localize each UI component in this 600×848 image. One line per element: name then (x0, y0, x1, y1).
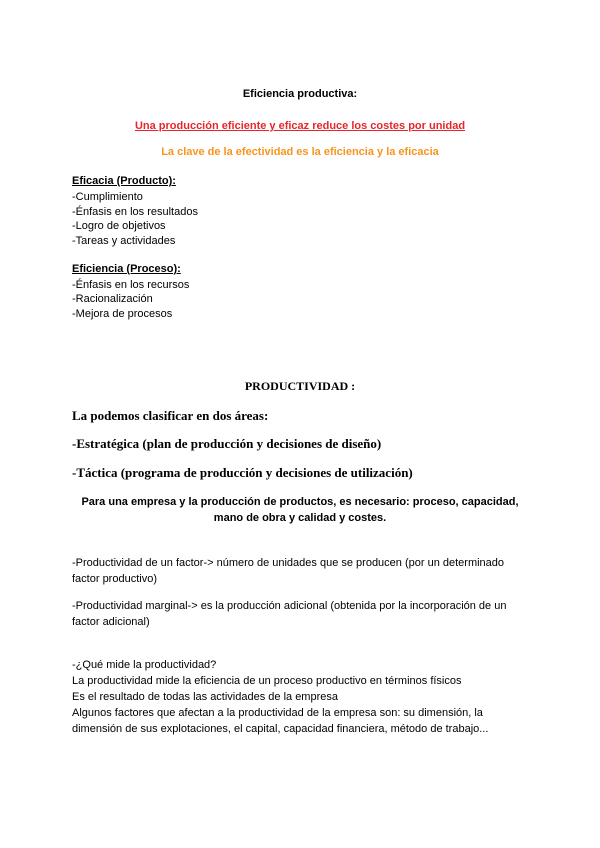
measure-line-1: La productividad mide la eficiencia de un proceso productivo en términos físicos (72, 675, 462, 687)
measure-line-2: Es el resultado de todas las actividades de la empresa (72, 691, 338, 703)
eficiencia-item: -Énfasis en los recursos (72, 278, 190, 291)
measure-question: -¿Qué mide la productividad? (72, 659, 217, 671)
eficacia-item: -Logro de objetivos (72, 220, 166, 232)
red-subtitle: Una producción eficiente y eficaz reduce los costes por unidad (134, 120, 466, 132)
measure-line-3: Algunos factores que afectan a la productividad de la empresa son: su dimensión, la (72, 707, 483, 719)
measure-line-4: dimensión de sus explotaciones, el capital, capacidad financiera, método de trabajo... (72, 723, 489, 735)
productividad-heading: PRODUCTIVIDAD : (244, 379, 356, 393)
red-subtitle-wrapper (0, 116, 600, 134)
strategic-line: -Estratégica (plan de producción y decisiones de diseño) (72, 436, 382, 451)
tactical-line: -Táctica (programa de producción y decisiones de utilización) (72, 465, 413, 480)
eficacia-item: -Énfasis en los resultados (72, 205, 198, 218)
document-title: Eficiencia productiva: (242, 88, 358, 100)
eficiencia-heading: Eficiencia (Proceso): (72, 263, 181, 275)
eficacia-item: -Cumplimiento (72, 191, 143, 203)
classify-line: La podemos clasificar en dos áreas: (72, 408, 269, 423)
eficacia-item: -Tareas y actividades (72, 234, 176, 247)
orange-subtitle: La clave de la efectividad es la eficiencia y la eficacia (161, 146, 439, 158)
eficiencia-item: -Racionalización (72, 293, 153, 305)
marginal-line-2: factor adicional) (72, 616, 150, 628)
necessary-line-2: mano de obra y calidad y costes. (213, 512, 387, 524)
marginal-line-1: -Productividad marginal-> es la producción adicional (obtenida por la incorporación de un (72, 600, 507, 612)
factor-line-2: factor productivo) (72, 573, 157, 585)
eficiencia-item: -Mejora de procesos (72, 307, 173, 320)
eficacia-heading: Eficacia (Producto): (72, 175, 176, 187)
necessary-line-1: Para una empresa y la producción de productos, es necesario: proceso, capacidad, (81, 496, 519, 508)
factor-line-1: -Productividad de un factor-> número de unidades que se producen (por un determinado (72, 557, 505, 569)
